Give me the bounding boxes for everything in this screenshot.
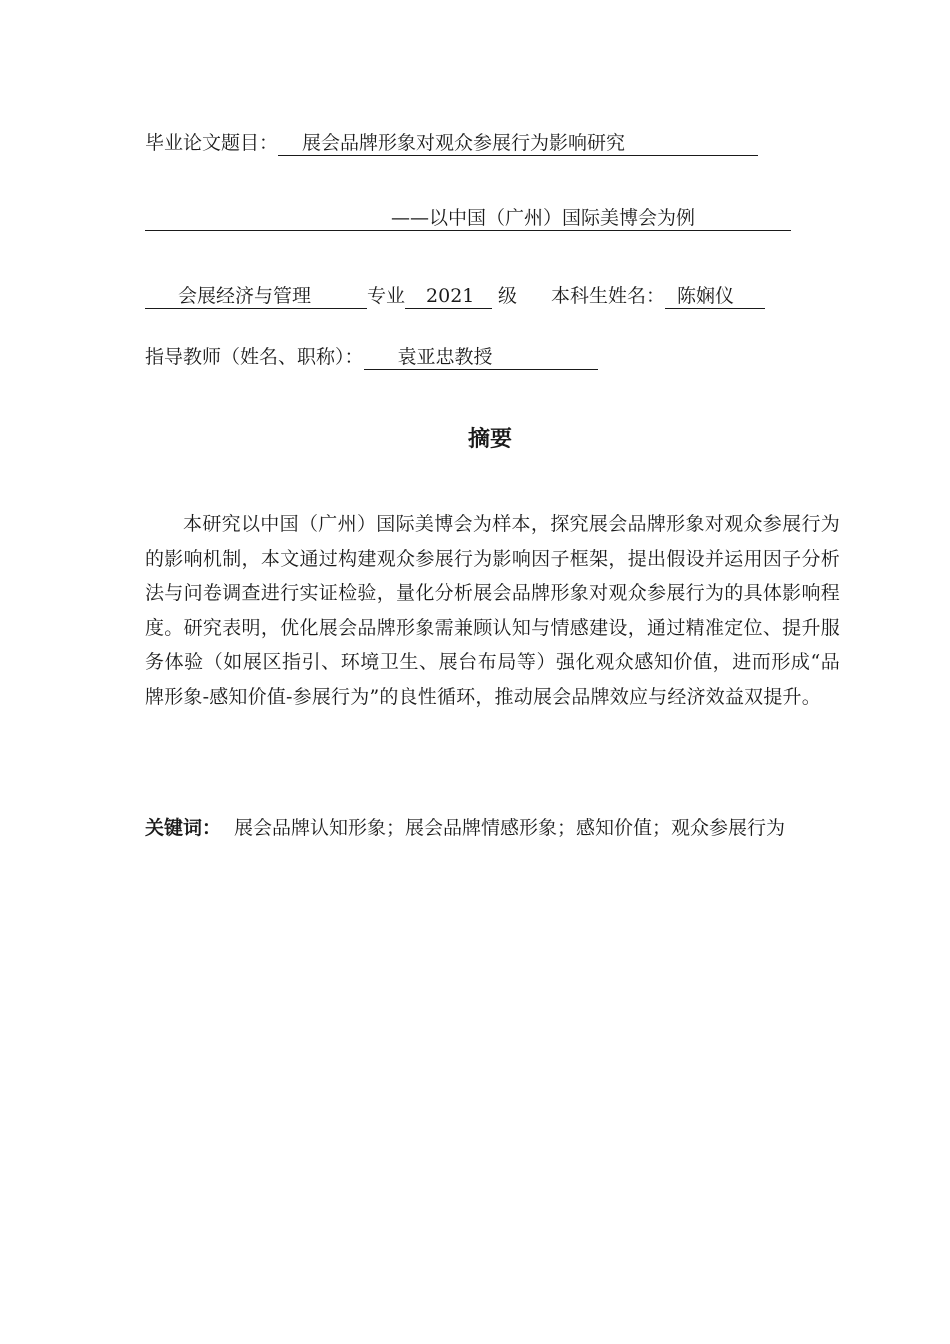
advisor-line xyxy=(145,345,598,370)
enrollment-year: 2021 xyxy=(405,284,492,309)
abstract-body: 本研究以中国（广州）国际美博会为样本，探究展会品牌形象对观众参展行为的影响机制，本文通过构建观众参展行为影响因子框架，提出假设并运用因子分析法与问卷调查进行实证检验，量化分析展会品牌形象对观众参展行为的具体影响程度。研究表明，优化展会品牌形象需兼顾认知与情感建设，通过精准定位、提升服务体验（如展区指引、环境卫生、展台布局等）强化观众感知价值，进而形成“品牌形象-感知价值-参展行为”的良性循环，推动展会品牌效应与经济效益双提升。 xyxy=(145,513,840,708)
major-suffix: 专业 xyxy=(367,285,406,307)
thesis-title-line xyxy=(145,131,758,156)
year-suffix: 级 xyxy=(498,285,518,307)
thesis-title: 展会品牌形象对观众参展行为影响研究 xyxy=(278,131,758,156)
thesis-subtitle-line xyxy=(145,206,791,231)
advisor-label: 指导教师（姓名、职称）： xyxy=(145,346,364,368)
major-name: 会展经济与管理 xyxy=(145,284,367,309)
keywords-block xyxy=(145,812,840,845)
advisor-name: 袁亚忠教授 xyxy=(364,345,598,370)
keywords-label: 关键词： xyxy=(145,817,222,839)
keywords-text: 展会品牌认知形象；展会品牌情感形象；感知价值；观众参展行为 xyxy=(234,817,786,839)
student-name: 陈娴仪 xyxy=(665,284,765,309)
abstract-heading: 摘要 xyxy=(467,427,512,452)
student-label: 本科生姓名： xyxy=(551,285,666,307)
title-label: 毕业论文题目： xyxy=(145,132,279,154)
major-info-line xyxy=(145,284,765,309)
thesis-subtitle: ——以中国（广州）国际美博会为例 xyxy=(145,206,791,231)
